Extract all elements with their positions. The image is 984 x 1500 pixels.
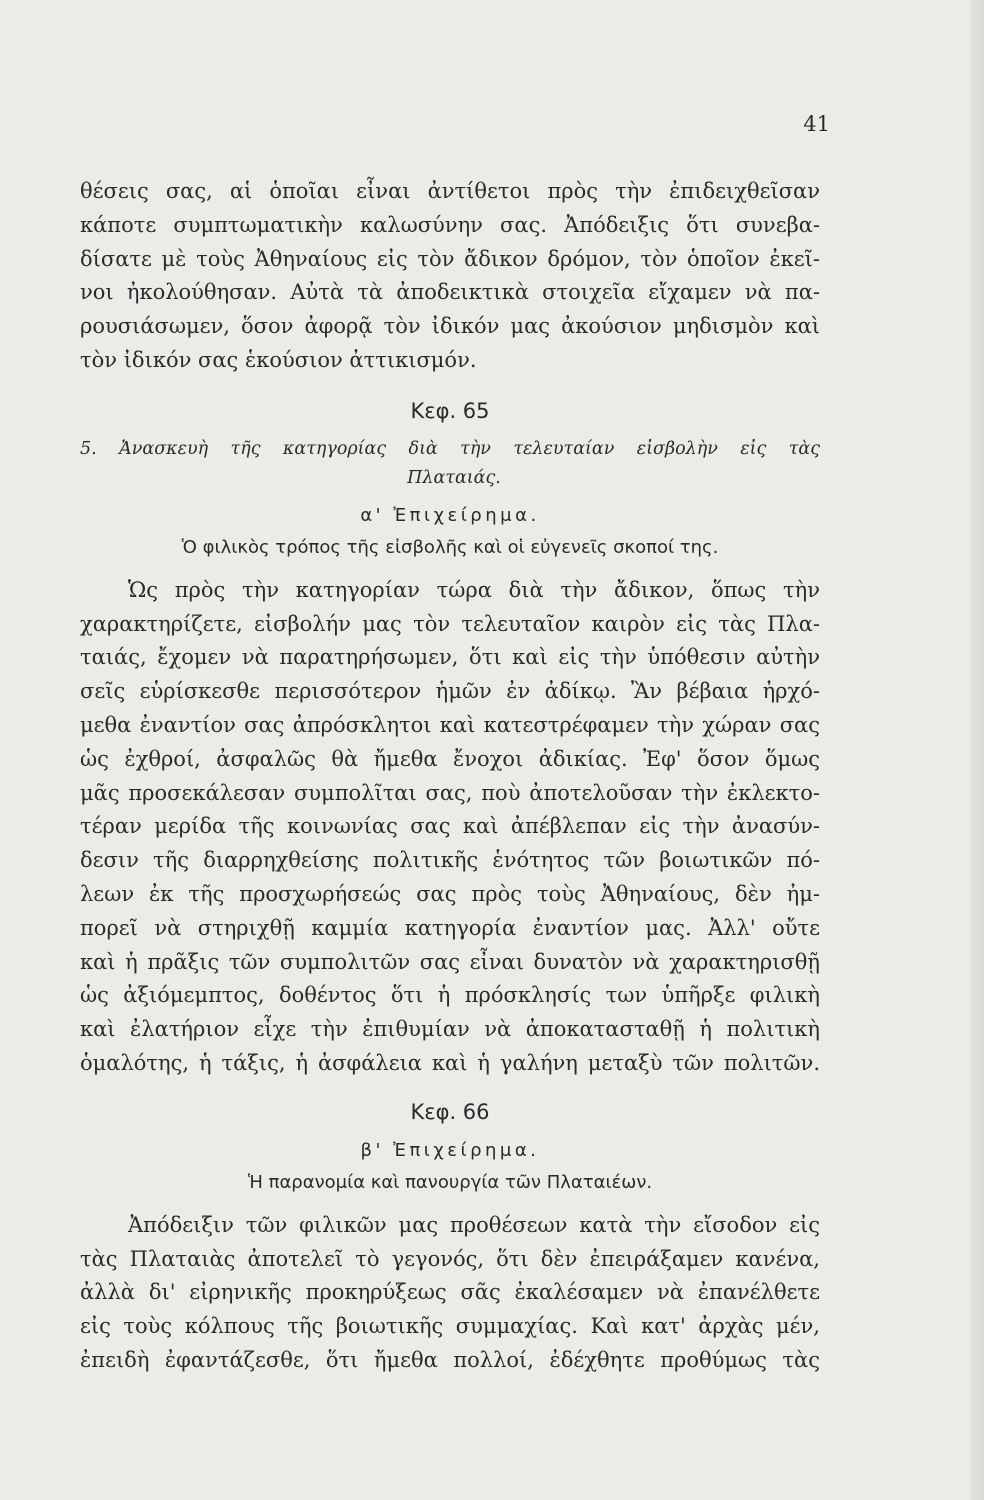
text-line: μεθα ἐναντίον σας ἀπρόσκλητοι καὶ κατεστρέφαμεν τὴν χώραν σας <box>80 712 820 737</box>
text-line: καὶ ἐλατήριον εἶχε τὴν ἐπιθυμίαν νὰ ἀποκατασταθῇ ἡ πολιτικὴ <box>80 1017 820 1042</box>
argument-label: β' Ἐπιχείρημα. <box>360 1139 540 1161</box>
text-line: σεῖς εὑρίσκεσθε περισσότερον ἡμῶν ἐν ἀδίκῳ. Ἂν βέβαια ἠρχό- <box>80 679 820 704</box>
paragraph-chapter-65 <box>80 574 820 1081</box>
text-line: θέσεις σας, αἱ ὁποῖαι εἶναι ἀντίθετοι πρὸς τὴν ἐπιδειχθεῖσαν <box>80 179 820 203</box>
text-line: ἀλλὰ δι' εἰρηνικῆς προκηρύξεως σᾶς ἐκαλέσαμεν νὰ ἐπανέλθετε <box>80 1280 820 1305</box>
text-line: λεων ἐκ τῆς προσχωρήσεώς σας πρὸς τοὺς Ἀθηναίους, δὲν ἠμ- <box>80 881 820 906</box>
page-number: 41 <box>803 112 830 136</box>
argument-label: α' Ἐπιχείρημα. <box>360 504 540 526</box>
text-line: Ὡς πρὸς τὴν κατηγορίαν τώρα διὰ τὴν ἄδικον, ὅπως τὴν <box>128 577 820 602</box>
chapter-heading-66: Κεφ. 66 <box>410 1099 490 1124</box>
text-line: μᾶς προσεκάλεσαν συμπολῖται σας, ποὺ ἀποτελοῦσαν τὴν ἐκλεκτο- <box>80 780 820 805</box>
text-line: χαρακτηρίζετε, εἰσβολήν μας τὸν τελευταῖον καιρὸν εἰς τὰς Πλα- <box>80 611 820 636</box>
argument-title: Ἡ παρανομία καὶ πανουργία τῶν Πλαταιέων. <box>247 1171 653 1193</box>
text-line: ὁμαλότης, ἡ τάξις, ἡ ἀσφάλεια καὶ ἡ γαλήνη μεταξὺ τῶν πολιτῶν. <box>80 1050 820 1075</box>
text-line: νοι ἠκολούθησαν. Αὐτὰ τὰ ἀποδεικτικὰ στοιχεῖα εἴχαμεν νὰ πα- <box>80 280 820 305</box>
text-line: εἰς τοὺς κόλπους τῆς βοιωτικῆς συμμαχίας. Καὶ κατ' ἀρχὰς μέν, <box>80 1314 820 1339</box>
text-line: δεσιν τῆς διαρρηχθείσης πολιτικῆς ἑνότητος τῶν βοιωτικῶν πό- <box>80 848 820 873</box>
text-line: δίσατε μὲ τοὺς Ἀθηναίους εἰς τὸν ἄδικον δρόμον, τὸν ὁποῖον ἐκεῖ- <box>80 246 820 271</box>
text-line: τὰς Πλαταιὰς ἀποτελεῖ τὸ γεγονός, ὅτι δὲν ἐπειράξαμεν κανένα, <box>80 1246 820 1271</box>
section-heading: 5. Ἀνασκευὴ τῆς κατηγορίας διὰ τὴν τελευταίαν εἰσβολὴν εἰς τὰς <box>80 438 820 459</box>
text-line: κάποτε συμπτωματικὴν καλωσύνην σας. Ἀπόδειξις ὅτι συνεβα- <box>80 212 820 237</box>
page-body <box>80 175 820 1378</box>
argument-title: Ὁ φιλικὸς τρόπος τῆς εἰσβολῆς καὶ οἱ εὐγενεῖς σκοποί της. <box>181 536 719 558</box>
text-line: τὸν ἰδικόν σας ἑκούσιον ἀττικισμόν. <box>80 347 477 372</box>
text-line: καὶ ἡ πρᾶξις τῶν συμπολιτῶν σας εἶναι δυνατὸν νὰ χαρακτηρισθῇ <box>80 949 820 974</box>
text-line: πορεῖ νὰ στηριχθῇ καμμία κατηγορία ἐναντίον μας. Ἀλλ' οὔτε <box>80 915 820 940</box>
chapter-heading-65: Κεφ. 65 <box>410 398 490 423</box>
text-line: Ἀπόδειξιν τῶν φιλικῶν μας προθέσεων κατὰ τὴν εἴσοδον εἰς <box>128 1212 820 1237</box>
page-edge-shadow <box>970 0 984 1500</box>
paragraph-opening <box>80 175 820 378</box>
text-line: ὡς ἀξιόμεμπτος, δοθέντος ὅτι ἡ πρόσκλησίς των ὑπῆρξε φιλικὴ <box>80 983 820 1008</box>
text-line: τέραν μερίδα τῆς κοινωνίας σας καὶ ἀπέβλεπαν εἰς τὴν ἀνασύν- <box>80 814 820 839</box>
section-heading-continued: Πλαταιάς. <box>407 467 501 488</box>
text-line: ρουσιάσωμεν, ὅσον ἀφορᾷ τὸν ἰδικόν μας ἀκούσιον μηδισμὸν καὶ <box>80 314 820 339</box>
text-line: ἐπειδὴ ἐφαντάζεσθε, ὅτι ἤμεθα πολλοί, ἐδέχθητε προθύμως τὰς <box>80 1347 820 1372</box>
paragraph-chapter-66 <box>80 1209 820 1378</box>
text-line: ὡς ἐχθροί, ἀσφαλῶς θὰ ἤμεθα ἔνοχοι ἀδικίας. Ἐφ' ὅσον ὅμως <box>80 746 820 771</box>
text-line: ταιάς, ἔχομεν νὰ παρατηρήσωμεν, ὅτι καὶ εἰς τὴν ὑπόθεσιν αὐτὴν <box>80 645 820 670</box>
